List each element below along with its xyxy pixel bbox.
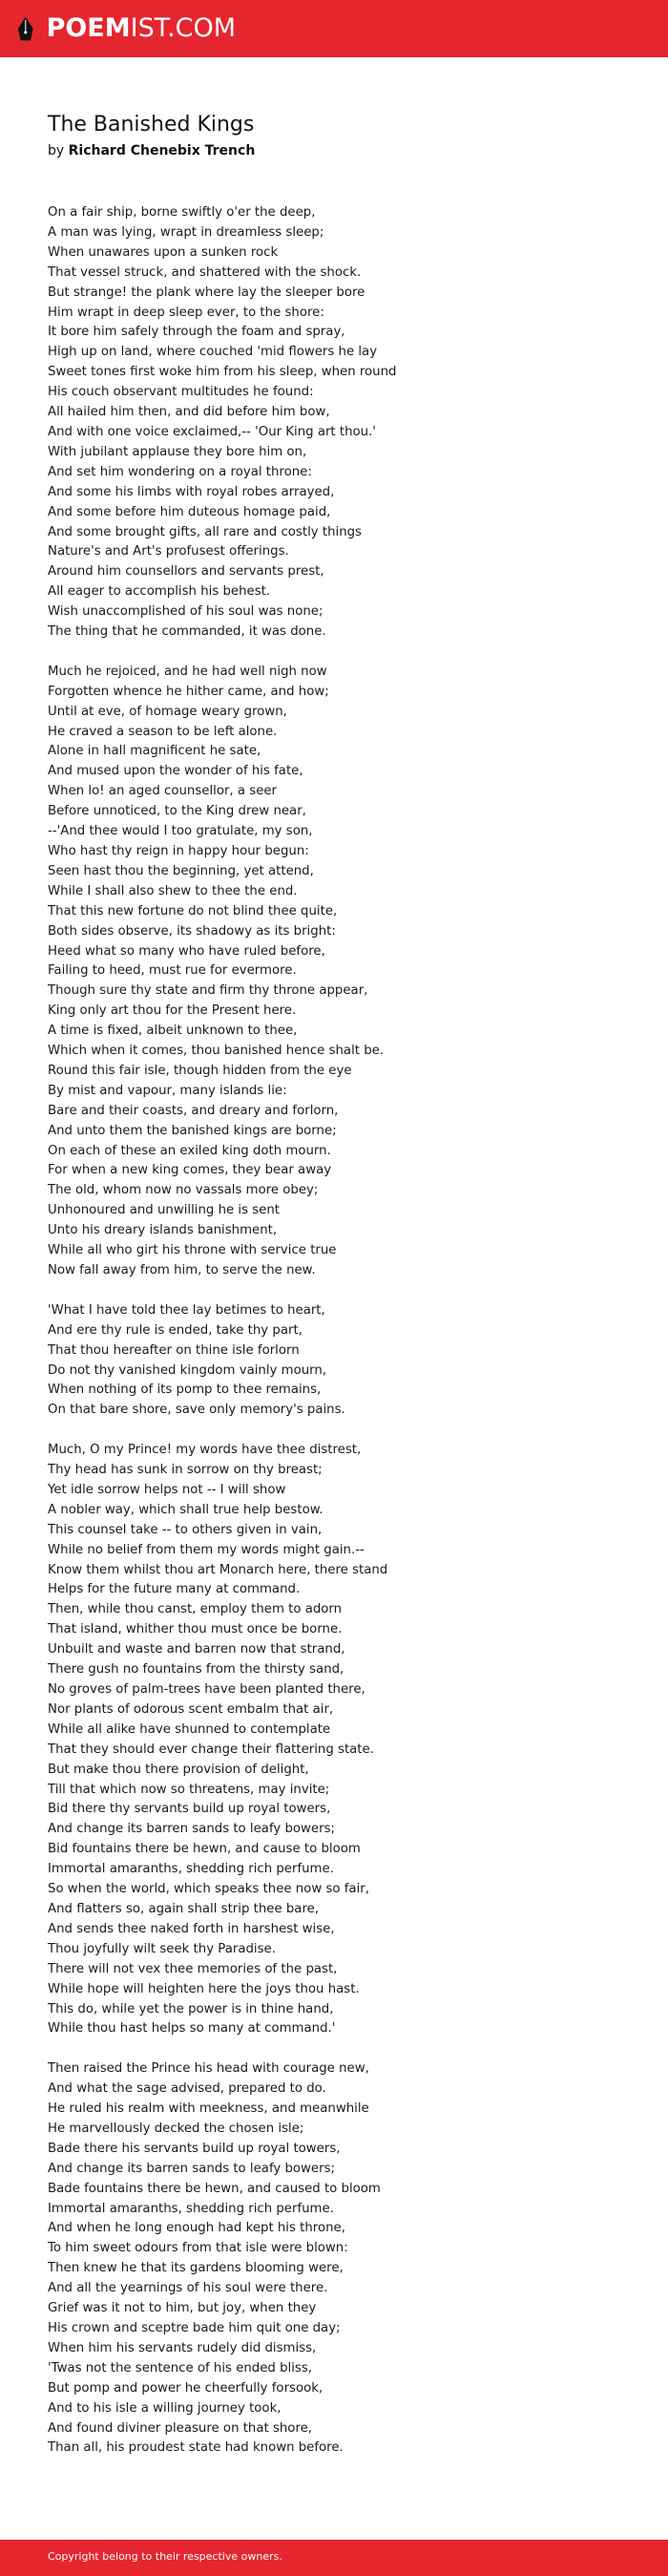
poem-line: Which when it comes, thou banished hence shalt be. bbox=[48, 1044, 385, 1059]
byline bbox=[48, 141, 639, 160]
poem-line: Bade there his servants build up royal towers, bbox=[48, 2141, 341, 2156]
poem-line: When lo! an aged counsellor, a seer bbox=[48, 784, 278, 799]
poem-line: King only art thou for the Present here. bbox=[48, 1003, 297, 1019]
poem-line: For when a new king comes, they bear away bbox=[48, 1163, 332, 1178]
poem-line: He craved a season to be left alone. bbox=[48, 724, 278, 739]
poem-line: But strange! the plank where lay the sleeper bore bbox=[48, 285, 365, 300]
poem-line: On each of these an exiled king doth mourn. bbox=[48, 1143, 331, 1158]
poem-line: Yet idle sorrow helps not -- I will show bbox=[48, 1482, 286, 1497]
poem-line: And some before him duteous homage paid, bbox=[48, 504, 331, 519]
poem-line: While all alike have shunned to contemplate bbox=[48, 1721, 331, 1737]
poem-line: High up on land, where couched 'mid flowers he lay bbox=[48, 345, 378, 360]
stanza bbox=[48, 203, 639, 643]
poem-line: But make thou there provision of delight, bbox=[48, 1762, 309, 1777]
poem-line: Bade fountains there be hewn, and caused to bloom bbox=[48, 2181, 381, 2196]
poem-line: While all who girt his throne with service true bbox=[48, 1243, 337, 1258]
poem-line: While hope will heighten here the joys thou hast. bbox=[48, 1981, 360, 1996]
poem-title: The Banished Kings bbox=[48, 113, 255, 137]
poem-line: Thou joyfully wilt seek thy Paradise. bbox=[48, 1941, 276, 1956]
stanza bbox=[48, 1301, 639, 1421]
poem-line: He marvellously decked the chosen isle; bbox=[48, 2121, 304, 2136]
poem-line: Unto his dreary islands banishment, bbox=[48, 1223, 278, 1238]
poem-line: Immortal amaranths, shedding rich perfume. bbox=[48, 1862, 334, 1877]
poem-line: And when he long enough had kept his throne, bbox=[48, 2221, 345, 2236]
poem-line: Heed what so many who have ruled before, bbox=[48, 943, 325, 959]
poem-line: There gush no fountains from the thirsty sand, bbox=[48, 1662, 344, 1678]
poem-line: Nature's and Art's profusest offerings. bbox=[48, 544, 289, 560]
poem-line: Though sure thy state and firm thy throne appear, bbox=[48, 983, 368, 999]
poem-line: Grief was it not to him, but joy, when they bbox=[48, 2301, 317, 2316]
site-header bbox=[0, 0, 668, 57]
poem-line: A nobler way, which shall true help bestow. bbox=[48, 1502, 324, 1517]
poem-line: And unto them the banished kings are borne; bbox=[48, 1123, 337, 1138]
logo-text-light: IST.COM bbox=[130, 13, 236, 43]
poem-line: On that bare shore, save only memory's pains. bbox=[48, 1403, 345, 1418]
poem-line: Helps for the future many at command. bbox=[48, 1582, 301, 1597]
poem-line: --'And thee would I too gratulate, my son, bbox=[48, 824, 313, 839]
poem-line: Bid fountains there be hewn, and cause to bloom bbox=[48, 1842, 361, 1857]
author-link[interactable]: Richard Chenebix Trench bbox=[68, 143, 256, 158]
poem-line: 'Twas not the sentence of his ended bliss, bbox=[48, 2360, 313, 2375]
poem-line: There will not vex thee memories of the past, bbox=[48, 1961, 338, 1976]
poem-line: Immortal amaranths, shedding rich perfume. bbox=[48, 2201, 334, 2216]
stanza bbox=[48, 1441, 639, 2039]
poem-line: Both sides observe, its shadowy as its bright: bbox=[48, 923, 336, 939]
poem-line: And flatters so, again shall strip thee bare, bbox=[48, 1901, 320, 1916]
poem-body bbox=[48, 203, 639, 2459]
poem-line: The thing that he commanded, it was done. bbox=[48, 624, 326, 640]
poem-line: And sends thee naked forth in harshest wise, bbox=[48, 1921, 335, 1936]
poem-line: And to his isle a willing journey took, bbox=[48, 2400, 282, 2416]
poem-line: Unhonoured and unwilling he is sent bbox=[48, 1203, 281, 1218]
poem-line: By mist and vapour, many islands lie: bbox=[48, 1083, 287, 1098]
site-logo-text bbox=[47, 10, 236, 48]
poem-line: All eager to accomplish his behest. bbox=[48, 584, 271, 600]
poem-line: Than all, his proudest state had known before. bbox=[48, 2440, 344, 2456]
poem-line: Do not thy vanished kingdom vainly mourn, bbox=[48, 1362, 327, 1378]
poem-line: That thou hereafter on thine isle forlorn bbox=[48, 1342, 300, 1358]
poem-line: And what the sage advised, prepared to do. bbox=[48, 2081, 326, 2097]
poem-line: On a fair ship, borne swiftly o'er the deep, bbox=[48, 205, 316, 220]
poem-line: Forgotten whence he hither came, and how; bbox=[48, 684, 329, 699]
poem-line: And found diviner pleasure on that shore, bbox=[48, 2420, 313, 2436]
poem-line: Round this fair isle, though hidden from the eye bbox=[48, 1063, 352, 1078]
byline-prefix: by bbox=[48, 143, 65, 158]
poem-line: Know them whilst thou art Monarch here, there stand bbox=[48, 1562, 388, 1577]
pen-nib-icon bbox=[16, 10, 35, 48]
poem-line: That this new fortune do not blind thee quite, bbox=[48, 903, 338, 918]
poem-line: Alone in hall magnificent he sate, bbox=[48, 744, 261, 759]
poem-line: Nor plants of odorous scent embalm that air, bbox=[48, 1701, 334, 1717]
poem-line: Bare and their coasts, and dreary and forlorn, bbox=[48, 1103, 339, 1118]
poem-line: Then raised the Prince his head with courage new, bbox=[48, 2061, 369, 2077]
poem-line: While no belief from them my words might gain.-- bbox=[48, 1542, 365, 1557]
poem-line: No groves of palm-trees have been planted there, bbox=[48, 1682, 365, 1698]
poem-line: Thy head has sunk in sorrow on thy breast; bbox=[48, 1463, 323, 1478]
poem-line: He ruled his realm with meekness, and meanwhile bbox=[48, 2101, 369, 2117]
poem-line: That vessel struck, and shattered with the shock. bbox=[48, 264, 362, 280]
poem-line: Before unnoticed, to the King drew near, bbox=[48, 804, 306, 819]
poem-line: Him wrapt in deep sleep ever, to the shore: bbox=[48, 305, 324, 320]
site-logo-link[interactable] bbox=[16, 10, 236, 48]
poem-line: All hailed him then, and did before him bow, bbox=[48, 405, 330, 420]
poem-line: Seen hast thou the beginning, yet attend, bbox=[48, 863, 314, 878]
poem-line: And mused upon the wonder of his fate, bbox=[48, 764, 303, 779]
poem-line: Wish unaccomplished of his soul was none; bbox=[48, 604, 324, 620]
poem-line: And ere thy rule is ended, take thy part, bbox=[48, 1322, 303, 1338]
poem-line: Much, O my Prince! my words have thee distrest, bbox=[48, 1443, 362, 1458]
poem-line: And change its barren sands to leafy bowers; bbox=[48, 1822, 335, 1837]
stanza bbox=[48, 2059, 639, 2459]
poem-line: And all the yearnings of his soul were there. bbox=[48, 2281, 328, 2296]
poem-line: This do, while yet the power is in thine hand, bbox=[48, 2001, 334, 2016]
poem-line: Much he rejoiced, and he had well nigh now bbox=[48, 664, 327, 679]
poem-line: Then knew he that its gardens blooming were, bbox=[48, 2261, 344, 2276]
poem-line: Then, while thou canst, employ them to adorn bbox=[48, 1602, 343, 1617]
poem-line: Until at eve, of homage weary grown, bbox=[48, 704, 287, 719]
poem-line: Sweet tones first woke him from his sleep, when round bbox=[48, 365, 397, 380]
poem-line: Unbuilt and waste and barren now that strand, bbox=[48, 1642, 345, 1658]
poem-line: A man was lying, wrapt in dreamless sleep; bbox=[48, 224, 324, 240]
poem-line: And set him wondering on a royal throne: bbox=[48, 464, 312, 479]
poem-line: So when the world, which speaks thee now so fair, bbox=[48, 1882, 369, 1897]
copyright-text: Copyright belong to their respective owners. bbox=[48, 2550, 282, 2563]
poem-line: Failing to heed, must rue for evermore. bbox=[48, 963, 297, 979]
poem-line: Now fall away from him, to serve the new. bbox=[48, 1263, 316, 1278]
poem-line: His crown and sceptre bade him quit one day; bbox=[48, 2321, 341, 2335]
poem-line: Around him counsellors and servants prest, bbox=[48, 564, 324, 580]
poem-content bbox=[48, 113, 639, 2459]
poem-line: While thou hast helps so many at command.' bbox=[48, 2021, 336, 2037]
poem-line: A time is fixed, albeit unknown to thee, bbox=[48, 1024, 298, 1039]
poem-line: Till that which now so threatens, may invite; bbox=[48, 1782, 330, 1797]
poem-line: When nothing of its pomp to thee remains, bbox=[48, 1383, 322, 1398]
poem-line: To him sweet odours from that isle were blown: bbox=[48, 2241, 348, 2256]
poem-line: When unawares upon a sunken rock bbox=[48, 244, 279, 260]
poem-line: Bid there thy servants build up royal towers, bbox=[48, 1802, 331, 1817]
poem-line: That island, whither thou must once be borne. bbox=[48, 1622, 343, 1637]
poem-line: And change its barren sands to leafy bowers; bbox=[48, 2161, 335, 2176]
poem-line: That they should ever change their flattering state. bbox=[48, 1742, 374, 1757]
logo-text-bold: POEM bbox=[46, 13, 131, 43]
poem-line: His couch observant multitudes he found: bbox=[48, 385, 314, 400]
poem-line: But pomp and power he cheerfully forsook, bbox=[48, 2380, 324, 2396]
poem-line: And with one voice exclaimed,-- 'Our King art thou.' bbox=[48, 424, 376, 439]
poem-line: With jubilant applause they bore him on, bbox=[48, 444, 307, 459]
poem-line: When him his servants rudely did dismiss, bbox=[48, 2340, 317, 2355]
poem-line: While I shall also shew to thee the end. bbox=[48, 883, 298, 898]
stanza bbox=[48, 663, 639, 1281]
site-footer bbox=[0, 2540, 668, 2576]
poem-line: And some his limbs with royal robes arrayed, bbox=[48, 484, 335, 499]
poem-line: The old, whom now no vassals more obey; bbox=[48, 1183, 319, 1198]
poem-line: And some brought gifts, all rare and costly things bbox=[48, 524, 362, 539]
poem-line: Who hast thy reign in happy hour begun: bbox=[48, 843, 309, 858]
poem-line: This counsel take -- to others given in vain, bbox=[48, 1522, 323, 1537]
poem-line: 'What I have told thee lay betimes to heart, bbox=[48, 1302, 325, 1318]
poem-line: It bore him safely through the foam and spray, bbox=[48, 325, 345, 340]
